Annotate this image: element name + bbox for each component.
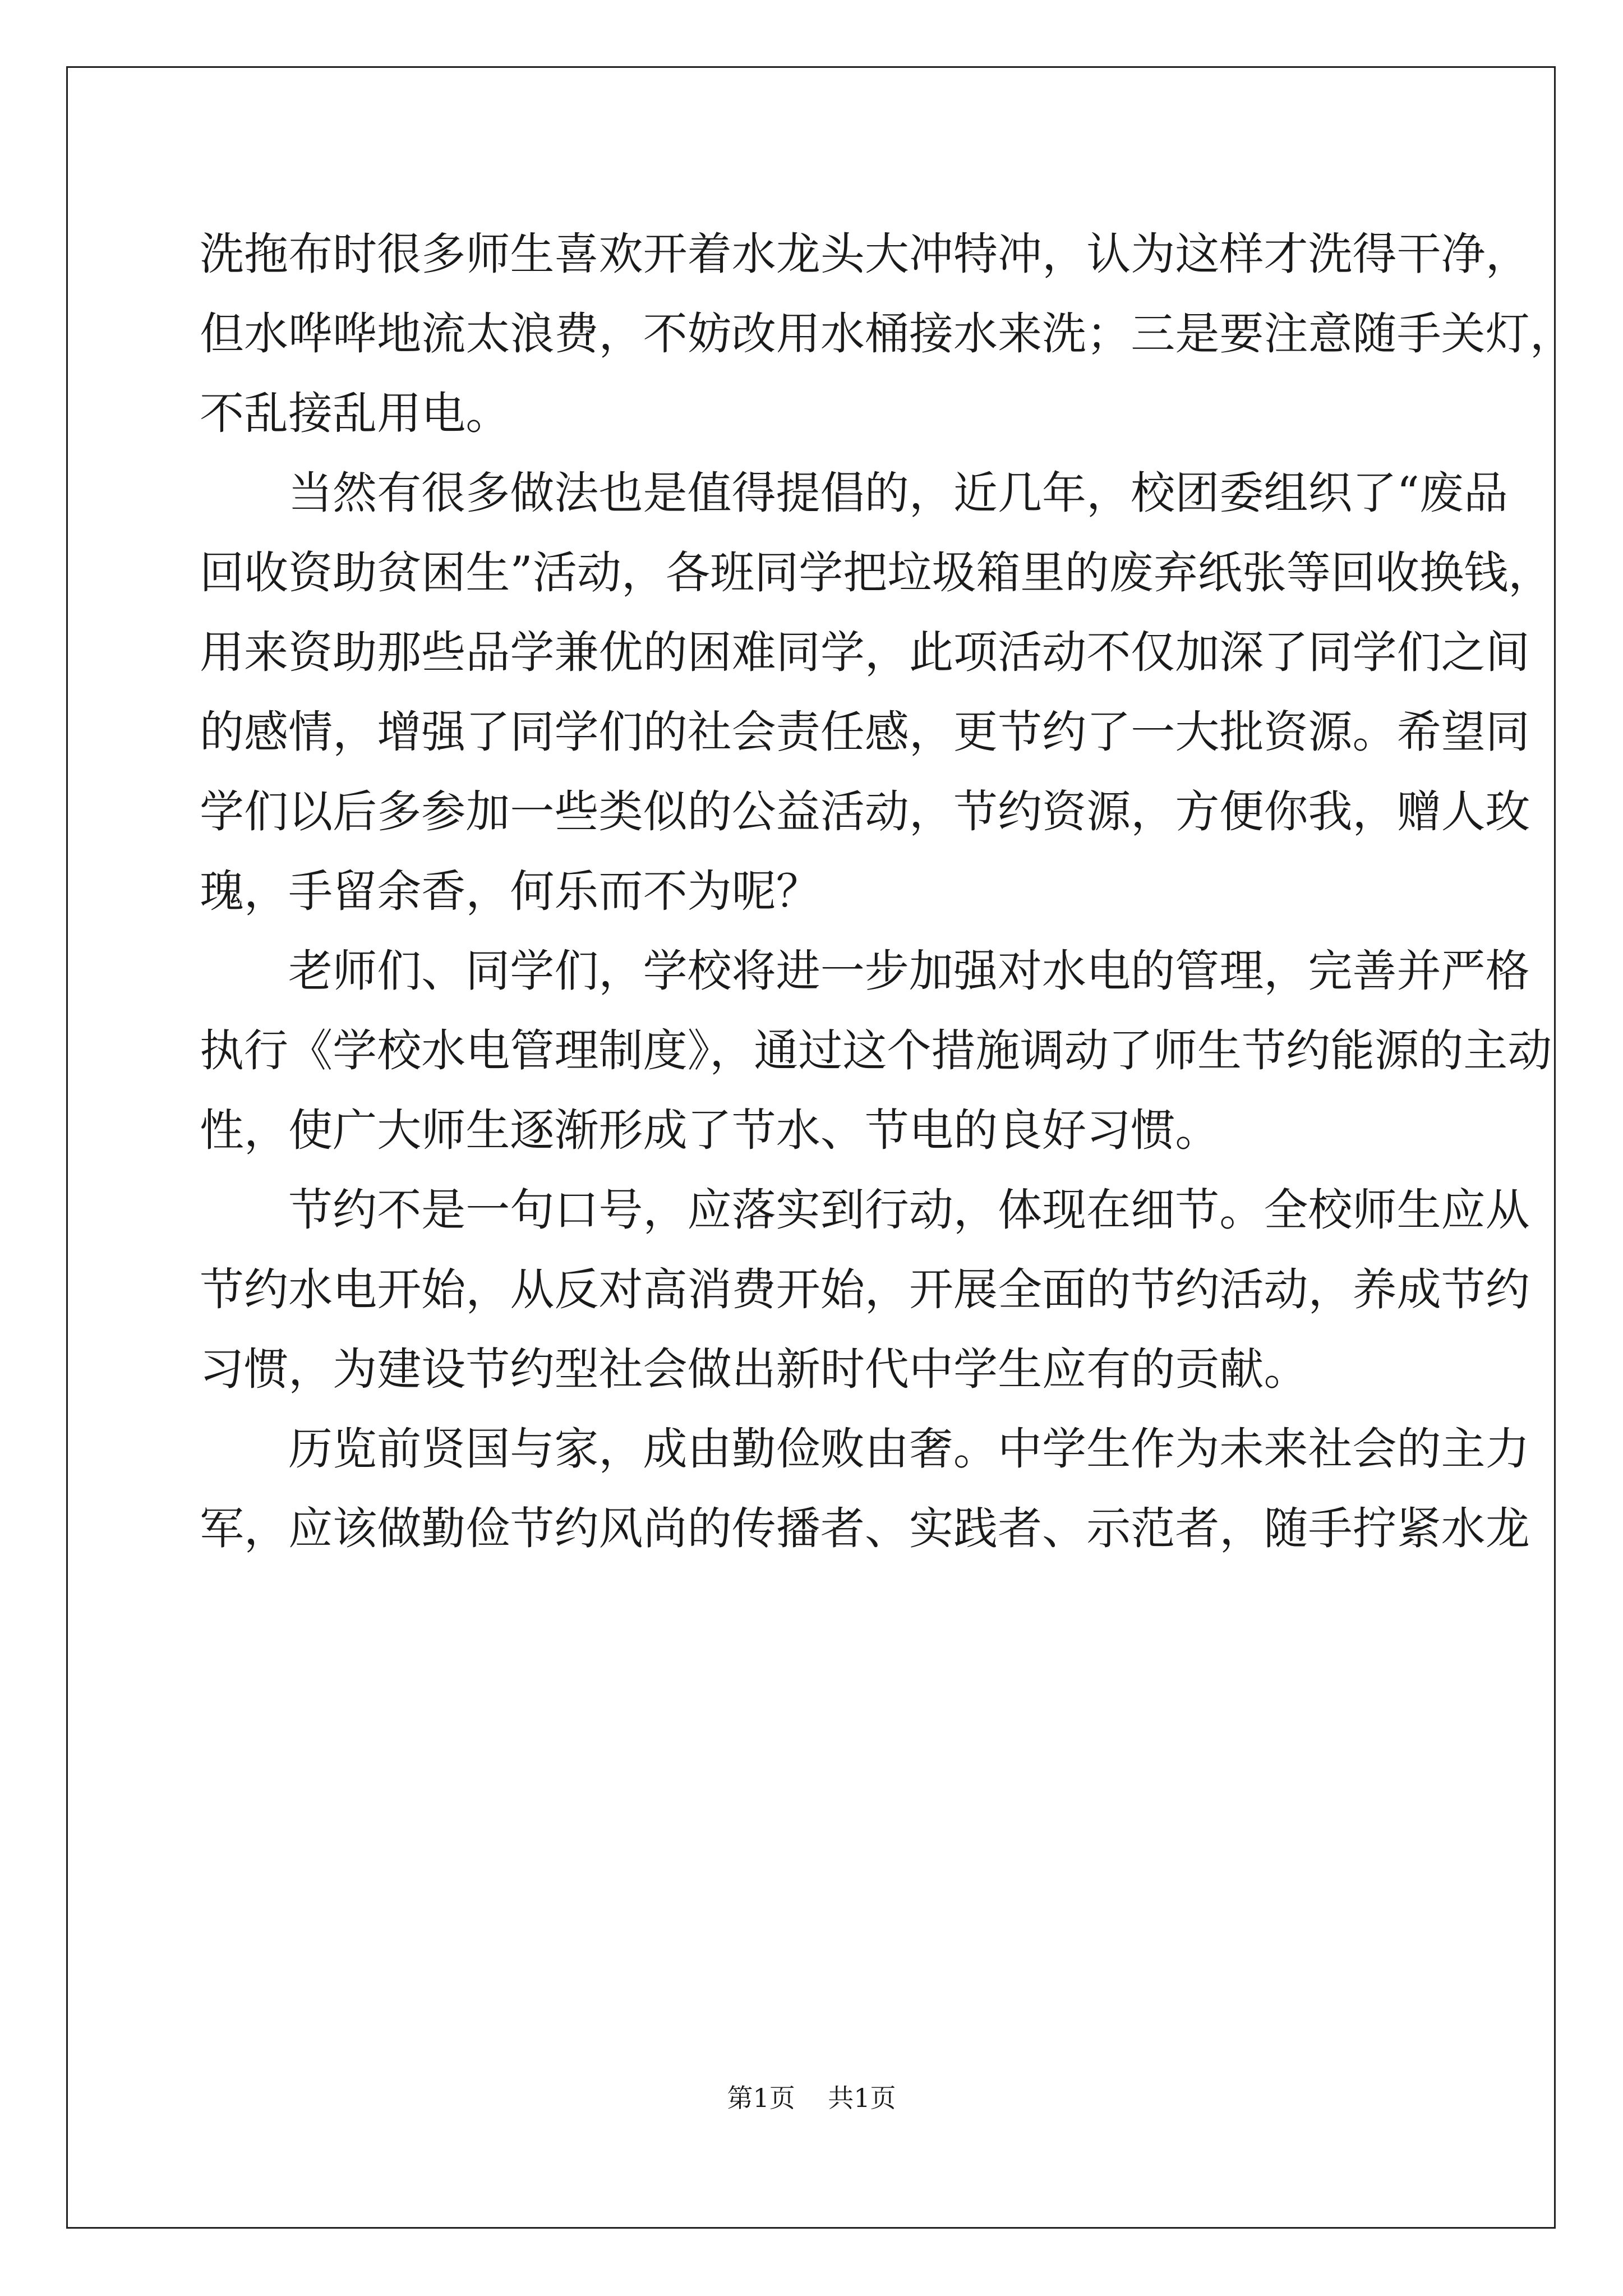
- page-number-current: 第1页: [727, 2083, 795, 2113]
- text-line: 执行《学校水电管理制度》，通过这个措施调动了师生节约能源的主动: [200, 1025, 1552, 1076]
- paragraph-first-line: 当然有很多做法也是值得提倡的，近几年，校团委组织了“废品: [288, 467, 1509, 519]
- paragraph-first-line: 历览前贤国与家，成由勤俭败由奢。中学生作为未来社会的主力: [288, 1423, 1530, 1475]
- text-line: 瑰，手留余香，何乐而不为呢？: [200, 866, 820, 917]
- text-line: 但水哗哗地流太浪费，不妨改用水桶接水来洗；三是要注意随手关灯，: [200, 308, 1574, 360]
- text-line: 节约水电开始，从反对高消费开始，开展全面的节约活动，养成节约: [200, 1264, 1530, 1315]
- page-footer: [0, 2081, 1623, 2115]
- text-line: 洗拖布时很多师生喜欢开着水龙头大冲特冲，认为这样才洗得干净，: [200, 228, 1530, 280]
- text-line: 习惯，为建设节约型社会做出新时代中学生应有的贡献。: [200, 1343, 1308, 1395]
- text-line: 回收资助贫困生”活动，各班同学把垃圾箱里的废弃纸张等回收换钱，: [200, 547, 1553, 599]
- text-line: 不乱接乱用电。: [200, 388, 510, 439]
- paragraph-first-line: 老师们、同学们，学校将进一步加强对水电的管理，完善并严格: [288, 945, 1530, 997]
- text-line: 学们以后多参加一些类似的公益活动，节约资源，方便你我，赠人玫: [200, 786, 1530, 838]
- text-line: 性，使广大师生逐渐形成了节水、节电的良好习惯。: [200, 1105, 1220, 1156]
- paragraph-first-line: 节约不是一句口号，应落实到行动，体现在细节。全校师生应从: [288, 1184, 1530, 1236]
- text-line: 军，应该做勤俭节约风尚的传播者、实践者、示范者，随手拧紧水龙: [200, 1503, 1530, 1554]
- text-line: 的感情，增强了同学们的社会责任感，更节约了一大批资源。希望同: [200, 706, 1530, 758]
- page-number-total: 共1页: [828, 2083, 896, 2113]
- footer-spacer: [795, 2083, 828, 2113]
- document-body: [200, 214, 1574, 1568]
- text-line: 用来资助那些品学兼优的困难同学，此项活动不仅加深了同学们之间: [200, 627, 1530, 678]
